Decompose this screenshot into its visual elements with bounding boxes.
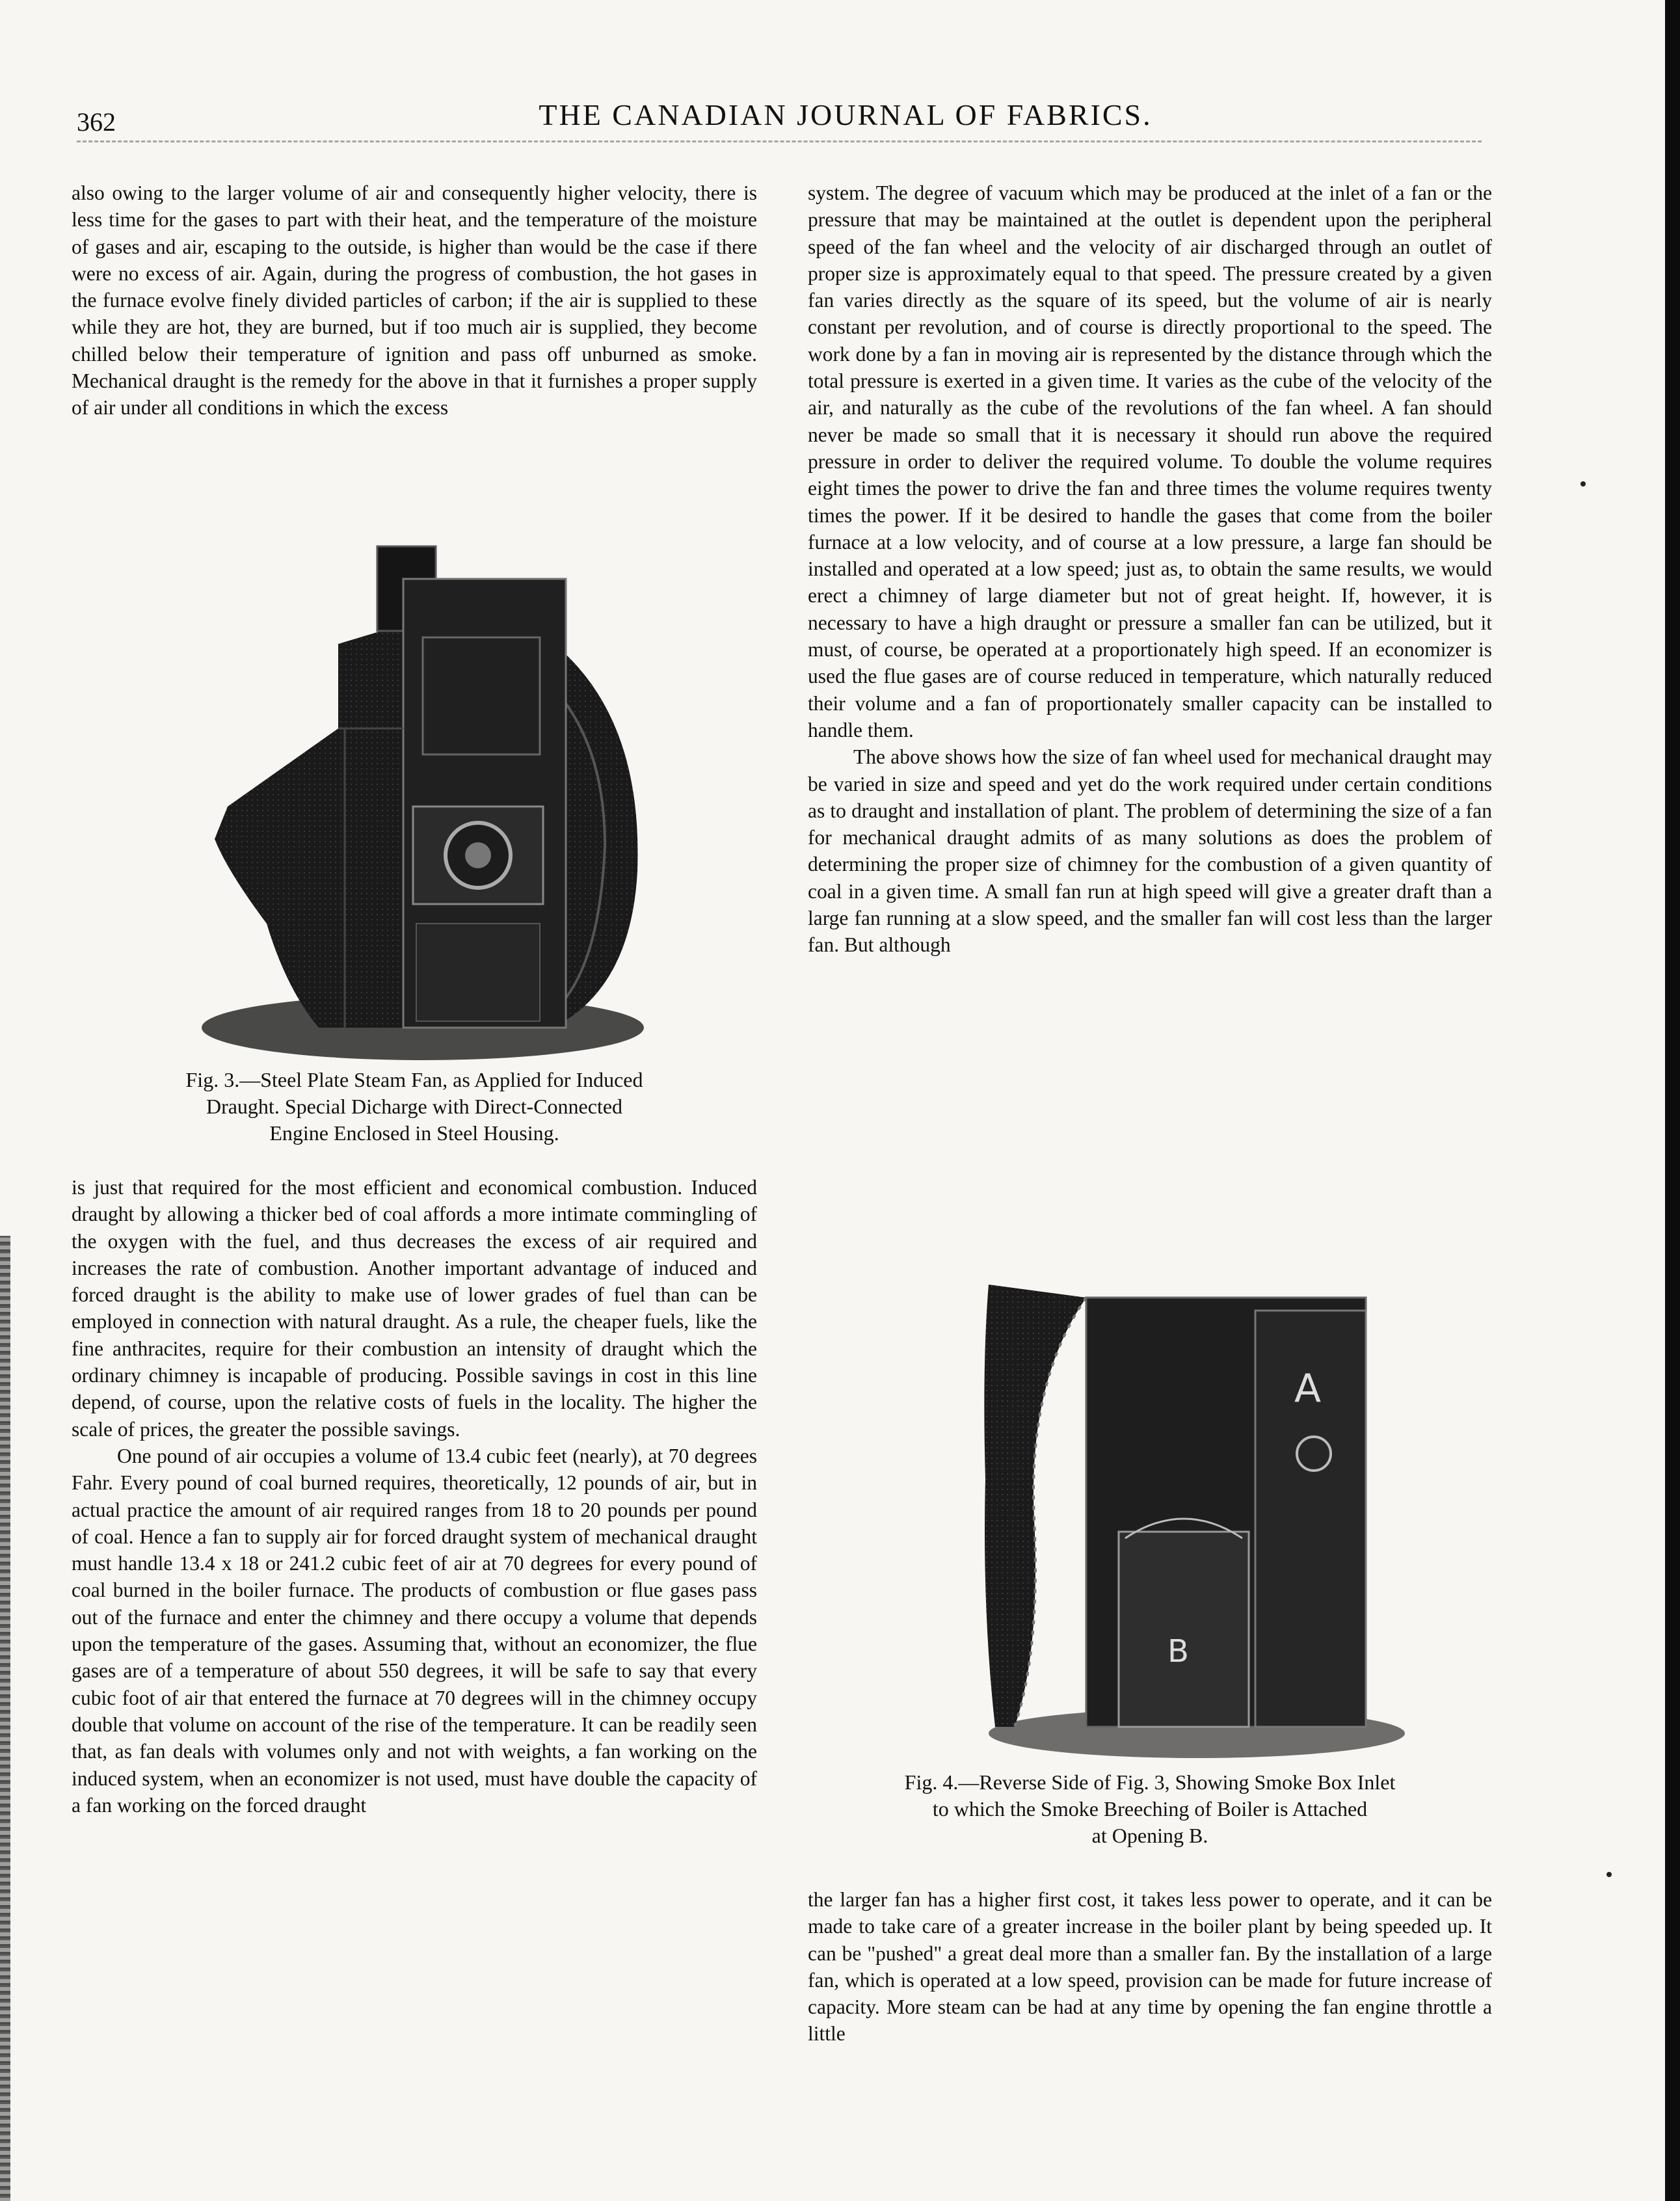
- caption-line: Fig. 3.—Steel Plate Steam Fan, as Applied for Induced: [185, 1068, 643, 1091]
- figure-4-caption: [808, 1769, 1492, 1849]
- caption-line: at Opening B.: [1091, 1824, 1208, 1847]
- right-column-bottom: [808, 1886, 1492, 2048]
- paragraph: the larger fan has a higher first cost, it takes less power to operate, and it can be made to take care of a greater increase in the boiler plant by being speeded up. It can be "pushed" a great deal more than a smaller fan. By the installation of a large fan, which is operated at a low speed, provision can be made for future increase of capacity. More steam can be had at any time by opening the fan engine throttle a little: [808, 1888, 1492, 2046]
- paragraph: One pound of air occupies a volume of 13.4 cubic feet (nearly), at 70 degrees Fahr. Every pound of coal burned requires, theoretically, 12 pounds of air, but in actual practice the amount of air required ranges from 18 to 20 pounds per pound of coal. Hence a fan to supply air for forced draught system of mechanical draught must handle 13.4 x 18 or 241.2 cubic feet of air at 70 degrees for every pound of coal burned in the boiler furnace. The products of combustion or flue gases pass out of the furnace and enter the chimney and there occupy a volume that depends upon the temperature of the gases. Assuming that, without an economizer, the flue gases are of a temperature of about 550 degrees, it will be safe to say that every cubic foot of air that entered the furnace at 70 degrees will in the chimney occupy double that volume on account of the rise of the temperature. It can be readily seen that, as fan deals with volumes only and not with weights, a fan working on the induced system, when an economizer is not used, must have double the capacity of a fan working on the forced draught: [72, 1444, 757, 1817]
- figure-3-caption: [72, 1067, 757, 1147]
- right-column-top: [808, 180, 1492, 959]
- figure-4-label-b: B: [1167, 1633, 1189, 1670]
- header-rule: [77, 140, 1482, 146]
- paragraph: is just that required for the most efficient and economical combustion. Induced draught by allowing a thicker bed of coal affords a more intimate commingling of the oxygen with the fuel, and thus decreases the excess of air required and increases the rate of combustion. Another important advantage of induced and forced draught is the ability to make use of lower grades of fuel than can be employed in connection with natural draught. As a rule, the cheaper fuels, like the fine anthracites, require for their combustion an intensity of draught which the ordinary chimney is incapable of producing. Possible savings in cost in this line depend, of course, upon the relative costs of fuels in the locality. The higher the scale of prices, the greater the possible savings.: [72, 1176, 757, 1441]
- caption-line: Draught. Special Dicharge with Direct-Connected: [206, 1095, 623, 1118]
- scan-binding-edge: [0, 1236, 10, 2201]
- figure-4-label-a: A: [1294, 1366, 1322, 1411]
- paragraph: also owing to the larger volume of air and consequently higher velocity, there is less time for the gases to part with their heat, and the temperature of the moisture of gases and air, escaping to the outside, is higher than would be the case if there were no excess of air. Again, during the progress of combustion, the hot gases in the furnace evolve finely divided particles of carbon; if the air is supplied to these while they are hot, they are burned, but if too much air is supplied, they become chilled below their temperature of ignition and pass off unburned as smoke. Mechanical draught is the remedy for the above in that it furnishes a proper supply of air under all conditions in which the excess: [72, 181, 757, 420]
- left-column-top: [72, 180, 757, 421]
- figure-3-steam-fan-image: [189, 533, 670, 1063]
- caption-line: Engine Enclosed in Steel Housing.: [269, 1121, 559, 1145]
- paragraph: The above shows how the size of fan wheel used for mechanical draught may be varied in size and speed and yet do the work required under certain conditions as to draught and installation of plant. The problem of determining the size of a fan for mechanical draught admits of as many solutions as does the problem of determining the proper size of chimney for the combustion of a given quantity of coal in a given time. A small fan run at high speed will give a greater draft than a large fan running at a slow speed, and the smaller fan will cost less than the larger fan. But although: [808, 745, 1492, 957]
- paragraph: system. The degree of vacuum which may be produced at the inlet of a fan or the pressure that may be maintained at the outlet is dependent upon the peripheral speed of the fan wheel and the velocity of air discharged through an outlet of proper size is approximately equal to that speed. The pressure created by a given fan varies directly as the square of its speed, but the volume of air is nearly constant per revolution, and of course is directly proportional to the speed. The work done by a fan in moving air is represented by the distance through which the total pressure is exerted in a given time. It varies as the cube of the velocity of the air, and naturally as the cube of the revolutions of the fan wheel. A fan should never be made so small that it is necessary it should run above the required pressure in order to deliver the required volume. To double the volume requires eight times the power to drive the fan and three times the volume requires twenty times the power. If it be desired to handle the gases that come from the boiler furnace at a low velocity, and of course at a low pressure, a large fan should be installed and operated at a low speed; just as, to obtain the same results, we would erect a chimney of large diameter but not of great height. If, however, it is necessary to have a high draught or pressure a smaller fan can be utilized, but it must, of course, be operated at a proportionately high speed. If an economizer is used the flue gases are of course reduced in temperature, which naturally reduced their volume and a fan of proportionately smaller capacity can be installed to handle them.: [808, 181, 1492, 741]
- left-column-bottom: [72, 1174, 757, 1819]
- scan-speck: [1607, 1872, 1612, 1877]
- caption-line: to which the Smoke Breeching of Boiler is Attached: [932, 1797, 1368, 1821]
- scan-speck: [1580, 481, 1586, 487]
- scan-edge-bar: [1665, 0, 1680, 2201]
- figure-4-fan-reverse-image: [969, 1285, 1424, 1763]
- caption-line: Fig. 4.—Reverse Side of Fig. 3, Showing Smoke Box Inlet: [904, 1770, 1396, 1794]
- journal-title: THE CANADIAN JOURNAL OF FABRICS.: [539, 98, 1153, 131]
- page-number: 362: [77, 107, 116, 137]
